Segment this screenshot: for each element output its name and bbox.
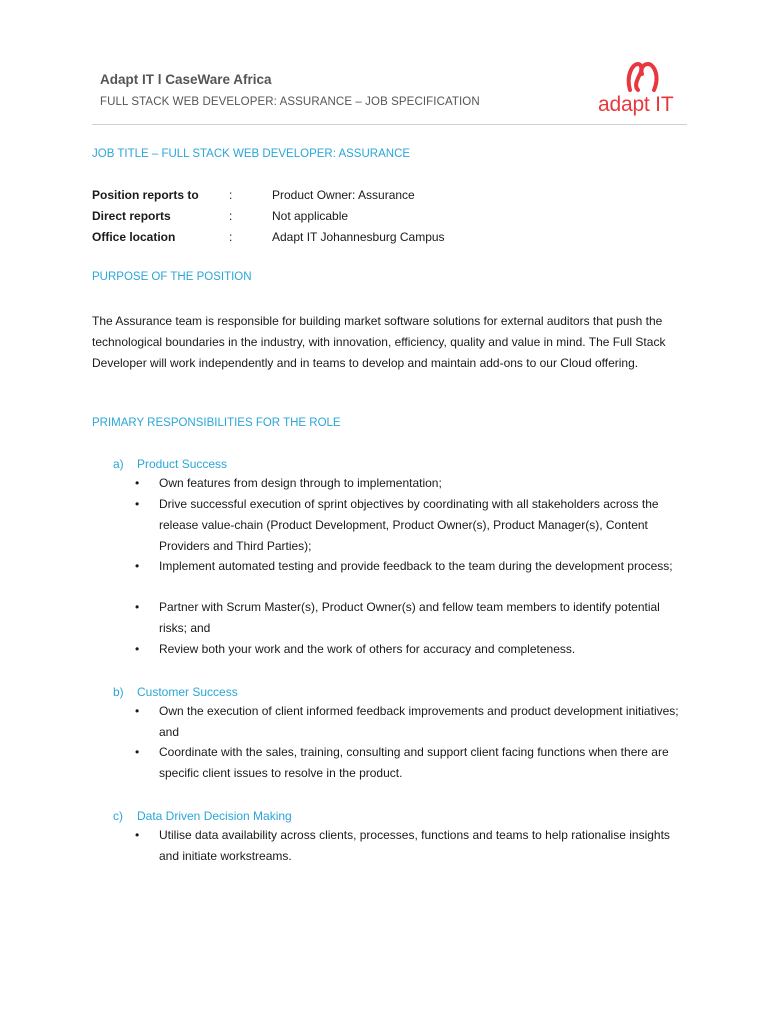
responsibilities-heading: PRIMARY RESPONSIBILITIES FOR THE ROLE	[92, 417, 341, 429]
bullet-text: Drive successful execution of sprint objectives by coordinating with all stakeholders across the release value-chain (Product Development, Product Owner(s), Product Manager(s), Content Providers and Third Parties);	[159, 497, 659, 553]
adapt-it-logo-mark-icon	[598, 60, 690, 94]
bullet-text: Own the execution of client informed feedback improvements and product development initiatives; and	[159, 704, 679, 739]
detail-row	[92, 188, 592, 206]
bullet-text: Review both your work and the work of others for accuracy and completeness.	[159, 642, 576, 656]
bullet-icon: •	[135, 745, 140, 759]
bullet-text: Partner with Scrum Master(s), Product Owner(s) and fellow team members to identify potential risks; and	[159, 600, 660, 635]
company-name: Adapt IT l CaseWare Africa	[100, 72, 272, 87]
bullet-text: Own features from design through to implementation;	[159, 476, 442, 490]
detail-separator: :	[229, 188, 233, 202]
bullet-item	[135, 556, 695, 598]
bullet-item	[135, 825, 695, 867]
section-title: Data Driven Decision Making	[137, 809, 292, 823]
detail-separator: :	[229, 230, 233, 244]
bullet-text: Utilise data availability across clients, processes, functions and teams to help rationalise insights and initiate workstreams.	[159, 828, 670, 863]
detail-label: Position reports to	[92, 188, 199, 202]
bullet-icon: •	[135, 704, 140, 718]
bullet-item	[135, 639, 695, 660]
document-subtitle: FULL STACK WEB DEVELOPER: ASSURANCE – JOB SPECIFICATION	[100, 96, 480, 108]
section-heading	[113, 809, 292, 823]
detail-value: Adapt IT Johannesburg Campus	[272, 230, 445, 244]
section-heading	[113, 457, 227, 471]
detail-value: Product Owner: Assurance	[272, 188, 415, 202]
bullet-icon: •	[135, 476, 140, 490]
bullet-icon: •	[135, 559, 140, 573]
header-divider	[92, 124, 687, 125]
bullet-item	[135, 742, 695, 784]
bullet-icon: •	[135, 600, 140, 614]
section-letter: b)	[113, 685, 124, 699]
detail-separator: :	[229, 209, 233, 223]
adapt-it-logo	[598, 60, 690, 120]
purpose-paragraph: The Assurance team is responsible for building market software solutions for external auditors that push the technological boundaries in the industry, with innovation, efficiency, quality and value in mind. The Full Stack Developer will work independently and in teams to develop and maintain add-ons to our Cloud offering.	[92, 314, 666, 370]
bullet-item	[135, 597, 695, 639]
bullet-icon: •	[135, 642, 140, 656]
detail-value: Not applicable	[272, 209, 349, 223]
section-letter: c)	[113, 809, 123, 823]
bullet-item	[135, 701, 695, 743]
logo-wordmark: adapt IT	[598, 93, 674, 116]
detail-label: Direct reports	[92, 209, 171, 223]
bullet-icon: •	[135, 497, 140, 511]
bullet-text: Coordinate with the sales, training, consulting and support client facing functions when there are specific client issues to resolve in the product.	[159, 745, 669, 780]
section-letter: a)	[113, 457, 124, 471]
detail-row	[92, 209, 592, 227]
bullet-item	[135, 473, 695, 494]
purpose-heading: PURPOSE OF THE POSITION	[92, 271, 252, 283]
detail-label: Office location	[92, 230, 176, 244]
section-title: Customer Success	[137, 685, 238, 699]
bullet-item	[135, 494, 695, 556]
detail-row	[92, 230, 592, 248]
bullet-icon: •	[135, 828, 140, 842]
section-heading	[113, 685, 238, 699]
bullet-text: Implement automated testing and provide feedback to the team during the development process;	[159, 559, 673, 573]
section-title: Product Success	[137, 457, 228, 471]
job-title-heading: JOB TITLE – FULL STACK WEB DEVELOPER: ASSURANCE	[92, 148, 411, 160]
